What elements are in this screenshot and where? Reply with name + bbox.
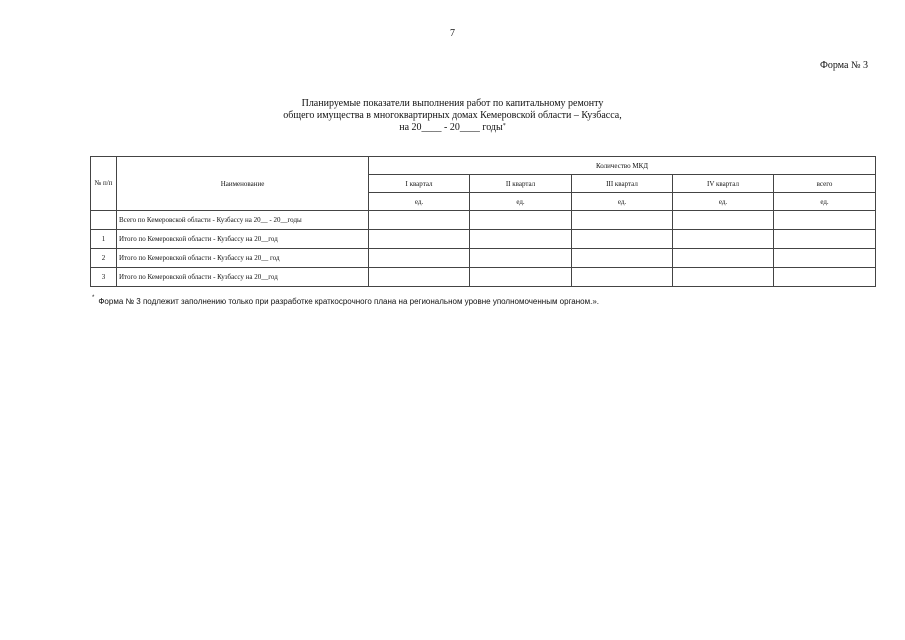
header-name: Наименование <box>117 157 369 211</box>
title-line-1: Планируемые показатели выполнения работ по капитальному ремонту <box>301 98 604 109</box>
value-cell[interactable] <box>470 268 572 287</box>
form-label: Форма № 3 <box>820 60 868 71</box>
header-quarter-1: I квартал <box>369 175 470 193</box>
header-quarter-4: IV квартал <box>673 175 774 193</box>
value-cell[interactable] <box>470 230 572 249</box>
header-group-count: Количество МКД <box>369 157 876 175</box>
value-cell[interactable] <box>774 268 876 287</box>
row-num: 2 <box>91 249 117 268</box>
value-cell[interactable] <box>673 230 774 249</box>
value-cell[interactable] <box>369 230 470 249</box>
value-cell[interactable] <box>774 211 876 230</box>
row-name: Итого по Кемеровской области - Кузбассу на 20__ год <box>117 249 369 268</box>
unit-cell: ед. <box>673 193 774 211</box>
table-row <box>91 249 876 268</box>
title-line-2: общего имущества в многоквартирных домах Кемеровской области – Кузбасса, <box>283 110 622 121</box>
value-cell[interactable] <box>774 230 876 249</box>
value-cell[interactable] <box>572 230 673 249</box>
title-line-3-text: на 20____ - 20____ годы <box>399 122 503 133</box>
report-table <box>90 156 876 287</box>
header-num: № п/п <box>91 157 117 211</box>
value-cell[interactable] <box>369 211 470 230</box>
value-cell[interactable] <box>673 249 774 268</box>
footnote <box>92 297 599 306</box>
value-cell[interactable] <box>470 249 572 268</box>
footnote-text: Форма № 3 подлежит заполнению только при разработке краткосрочного плана на региональном уровне уполномоченным органом.». <box>98 297 600 306</box>
unit-cell: ед. <box>572 193 673 211</box>
row-name: Итого по Кемеровской области - Кузбассу на 20__год <box>117 268 369 287</box>
table-row <box>91 211 876 230</box>
row-num <box>91 211 117 230</box>
title-line-3 <box>0 122 905 134</box>
header-row-1 <box>91 157 876 175</box>
value-cell[interactable] <box>470 211 572 230</box>
row-name: Итого по Кемеровской области - Кузбассу на 20__год <box>117 230 369 249</box>
table-row <box>91 230 876 249</box>
header-quarter-3: III квартал <box>572 175 673 193</box>
unit-cell: ед. <box>470 193 572 211</box>
row-num: 1 <box>91 230 117 249</box>
row-name: Всего по Кемеровской области - Кузбассу на 20__ - 20__годы <box>117 211 369 230</box>
value-cell[interactable] <box>369 268 470 287</box>
unit-cell: ед. <box>774 193 876 211</box>
value-cell[interactable] <box>673 211 774 230</box>
header-quarter-2: II квартал <box>470 175 572 193</box>
table-row <box>91 268 876 287</box>
unit-cell: ед. <box>369 193 470 211</box>
value-cell[interactable] <box>369 249 470 268</box>
footnote-mark: * <box>92 295 95 301</box>
value-cell[interactable] <box>774 249 876 268</box>
row-num: 3 <box>91 268 117 287</box>
value-cell[interactable] <box>572 268 673 287</box>
title-footnote-mark: * <box>502 123 506 129</box>
value-cell[interactable] <box>572 249 673 268</box>
page-number: 7 <box>450 28 455 39</box>
value-cell[interactable] <box>673 268 774 287</box>
document-title <box>0 98 905 134</box>
value-cell[interactable] <box>572 211 673 230</box>
header-total: всего <box>774 175 876 193</box>
